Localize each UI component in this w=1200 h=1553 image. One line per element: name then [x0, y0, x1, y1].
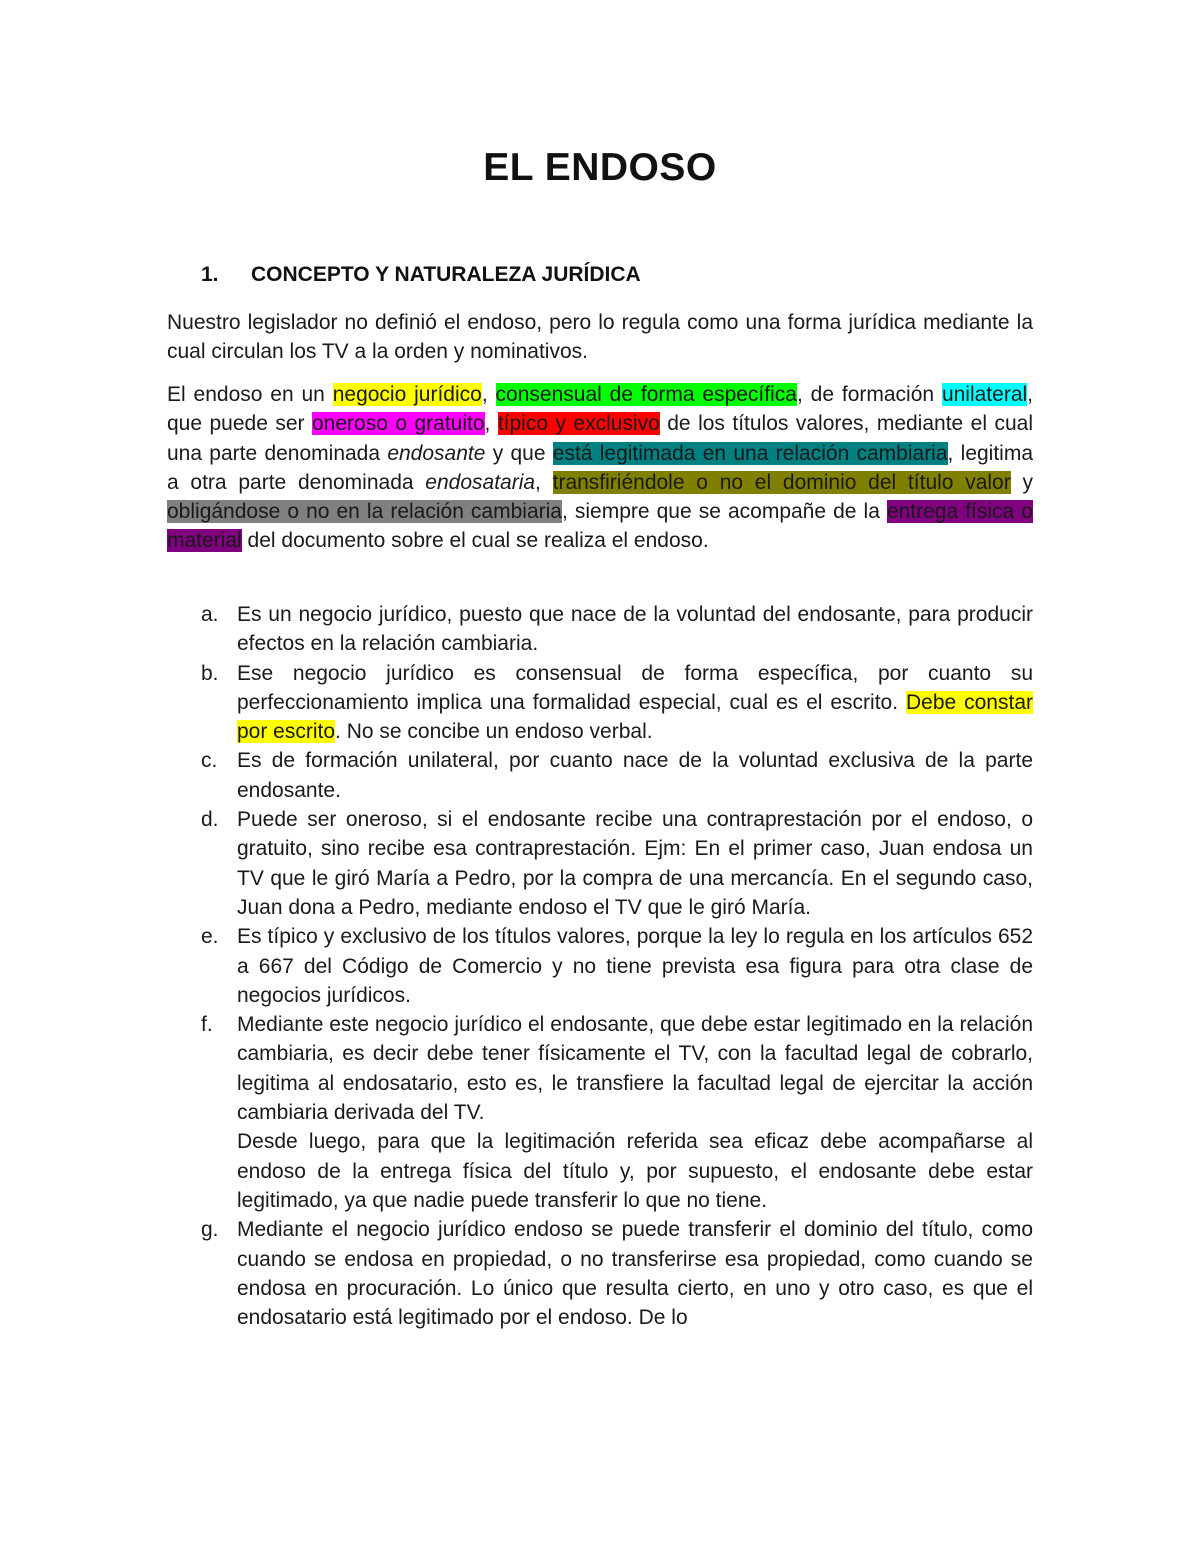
- list-item: [167, 1215, 1033, 1332]
- list-item-text: Ese negocio jurídico es consensual de forma específica, por cuanto su perfeccionamiento implica una formalidad especial, cual es el escrito.: [237, 661, 1033, 714]
- list-marker: f.: [201, 1013, 213, 1037]
- list-item-continuation: Desde luego, para que la legitimación referida sea eficaz debe acompañarse al endoso de la entrega física del título y, por supuesto, el endosante debe estar legitimado, ya que nadie puede transferir lo que no tiene.: [237, 1130, 1033, 1212]
- list-marker: b.: [201, 661, 219, 685]
- list-item: [167, 659, 1033, 747]
- definition-text: del documento sobre el cual se realiza el endoso.: [241, 529, 709, 553]
- characteristics-list: [167, 600, 1033, 1332]
- list-marker: g.: [201, 1218, 219, 1242]
- intro-paragraph: Nuestro legislador no definió el endoso, pero lo regula como una forma jurídica mediante la cual circulan los TV a la orden y nominativos.: [167, 311, 1033, 364]
- definition-text: ,: [481, 383, 496, 406]
- list-item-text: Puede ser oneroso, si el endosante recibe una contraprestación por el endoso, o gratuito, sino recibe esa contraprestación. Ejm: En el primer caso, Juan endosa un TV que le giró María a Pedro, por la compra de una mercancía. En el segundo caso, Juan dona a Pedro, mediante endoso el TV que le giró María.: [237, 808, 1033, 919]
- highlight-entrega: entrega física o material: [167, 500, 1033, 553]
- list-item: [167, 746, 1033, 805]
- list-item-body: [237, 659, 1033, 747]
- highlight-obligandose: obligándose o no en la relación cambiaria: [167, 500, 562, 524]
- highlight-oneroso: oneroso o gratuito: [311, 412, 485, 436]
- list-marker: c.: [201, 749, 218, 773]
- definition-text: y que: [485, 441, 553, 465]
- definition-text: y: [1010, 470, 1033, 494]
- highlight-consensual: consensual de forma específica: [495, 383, 797, 406]
- term-endosataria: endosataria: [425, 470, 536, 494]
- highlight-negocio-juridico: negocio jurídico: [332, 383, 482, 406]
- definition-paragraph: [167, 380, 1033, 556]
- document-title: EL ENDOSO: [483, 146, 717, 189]
- highlight-transfiriendole: transfiriéndole o no el dominio del título valor: [552, 470, 1011, 494]
- list-marker: a.: [201, 603, 219, 626]
- list-item-text: Es un negocio jurídico, puesto que nace de la voluntad del endosante, para producir efectos en la relación cambiaria.: [237, 603, 1033, 656]
- list-item-text: Es de formación unilateral, por cuanto nace de la voluntad exclusiva de la parte endosante.: [237, 749, 1033, 802]
- definition-text: , siempre que se acompañe de la: [561, 500, 887, 524]
- list-item-text-after: . No se concibe un endoso verbal.: [335, 720, 653, 744]
- highlight-unilateral: unilateral: [941, 383, 1028, 406]
- definition-text: El endoso en un: [167, 383, 333, 406]
- definition-text: ,: [535, 470, 553, 494]
- list-item: [167, 805, 1033, 922]
- definition-text: , de formación: [796, 383, 942, 406]
- list-item: [167, 600, 1033, 659]
- definition-text: ,: [484, 412, 498, 436]
- definition-text: , legitima a otra parte denominada: [167, 441, 1034, 494]
- list-item-text: Es típico y exclusivo de los títulos valores, porque la ley lo regula en los artículos 652 a 667 del Código de Comercio y no tiene prevista esa figura para otra clase de negocios jurídicos.: [237, 925, 1033, 1007]
- list-item-text: Mediante el negocio jurídico endoso se puede transferir el dominio del título, como cuando se endosa en propiedad, o no transferirse esa propiedad, como cuando se endosa en procuración. Lo único que resulta cierto, en uno y otro caso, es que el endosatario está legitimado por el endoso. De lo: [237, 1218, 1033, 1330]
- highlight-debe-constar: Debe constar por escrito: [237, 690, 1033, 744]
- list-item: [167, 1010, 1033, 1215]
- highlight-tipico: típico y exclusivo: [497, 412, 660, 436]
- section-heading-text: CONCEPTO Y NATURALEZA JURÍDICA: [251, 263, 641, 286]
- highlight-legitimada: está legitimada en una relación cambiaria: [552, 441, 948, 465]
- section-number: 1.: [201, 263, 219, 286]
- list-marker: e.: [201, 925, 219, 949]
- list-item: [167, 922, 1033, 1010]
- definition-text: de los títulos valores, mediante el cual una parte denominada: [167, 412, 1034, 465]
- list-marker: d.: [201, 808, 219, 832]
- definition-text: , que puede ser: [167, 383, 1034, 436]
- list-item-text: Mediante este negocio jurídico el endosante, que debe estar legitimado en la relación cambiaria, es decir debe tener físicamente el TV, con la facultad legal de cobrarlo, legitima al endosatario, esto es, le transfiere la facultad legal de ejercitar la acción cambiaria derivada del TV.: [237, 1013, 1033, 1125]
- term-endosante: endosante: [387, 441, 486, 465]
